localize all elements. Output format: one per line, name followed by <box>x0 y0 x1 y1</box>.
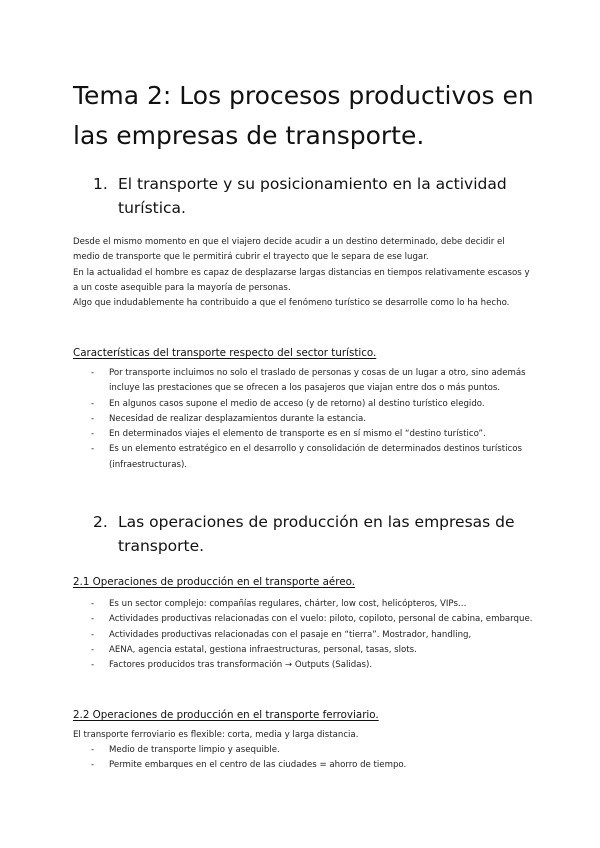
section-2-2-heading: 2.2 Operaciones de producción en el transporte ferroviario. <box>73 709 379 721</box>
section-2-heading-text: Las operaciones de producción en las empresas de transporte. <box>118 513 515 555</box>
section-1-paragraph-1: Desde el mismo momento en que el viajero decide acudir a un destino determinado, debe decidir el medio de transporte que le permitirá cubrir el trayecto que le separa de ese lugar. <box>73 237 505 263</box>
list-item: - AENA, agencia estatal, gestiona infraestructuras, personal, tasas, slots. <box>91 644 417 655</box>
page-title: Tema 2: Los procesos productivos en las empresas de transporte. <box>73 81 534 150</box>
section-1-heading <box>93 172 558 220</box>
section-2-1-bullet-list <box>73 597 543 673</box>
section-2-heading <box>93 510 558 558</box>
section-1-number: 1. <box>93 175 108 193</box>
list-item: - Permite embarques en el centro de las ciudades = ahorro de tiempo. <box>91 760 407 771</box>
section-1-bullet-list <box>73 366 543 473</box>
section-1-paragraph-3: Algo que indudablemente ha contribuido a que el fenómeno turístico se desarrolle como lo ha hecho. <box>73 298 510 309</box>
list-item: - En algunos casos supone el medio de acceso (y de retorno) al destino turístico elegido. <box>91 398 485 409</box>
section-2-number: 2. <box>93 513 108 531</box>
section-2-2-bullet-list <box>73 743 543 774</box>
list-item: - Es un sector complejo: compañías regulares, chárter, low cost, helicópteros, VIPs… <box>91 599 467 609</box>
list-item: - Es un elemento estratégico en el desarrollo y consolidación de determinados destinos turísticos (infraestructuras). <box>91 444 522 470</box>
section-1-heading-text: El transporte y su posicionamiento en la actividad turística. <box>118 175 507 217</box>
section-1-paragraph-2: En la actualidad el hombre es capaz de desplazarse largas distancias en tiempos relativamente escasos y a un coste asequible para la mayoría de personas. <box>73 267 530 293</box>
section-1-intro <box>73 235 533 311</box>
list-item: - Medio de transporte limpio y asequible. <box>91 745 280 755</box>
list-item: - Actividades productivas relacionadas con el vuelo: piloto, copiloto, personal de cabina, embarque. <box>91 614 533 625</box>
section-2-2-intro: El transporte ferroviario es flexible: corta, media y larga distancia. <box>73 730 359 740</box>
section-1-subheading: Características del transporte respecto del sector turístico. <box>73 347 377 359</box>
list-item: - En determinados viajes el elemento de transporte es en sí mismo el “destino turístico”. <box>91 429 486 440</box>
list-item: - Necesidad de realizar desplazamientos durante la estancia. <box>91 413 367 424</box>
list-item: - Factores producidos tras transformación → Outputs (Salidas). <box>91 660 373 671</box>
list-item: - Por transporte incluimos no solo el traslado de personas y cosas de un lugar a otro, sino además incluye las prestaciones que se ofrecen a los pasajeros que viajan entre dos o más puntos. <box>91 368 526 394</box>
section-2-1-heading: 2.1 Operaciones de producción en el transporte aéreo. <box>73 576 355 588</box>
list-item: - Actividades productivas relacionadas con el pasaje en “tierra”. Mostrador, handling, <box>91 629 472 640</box>
